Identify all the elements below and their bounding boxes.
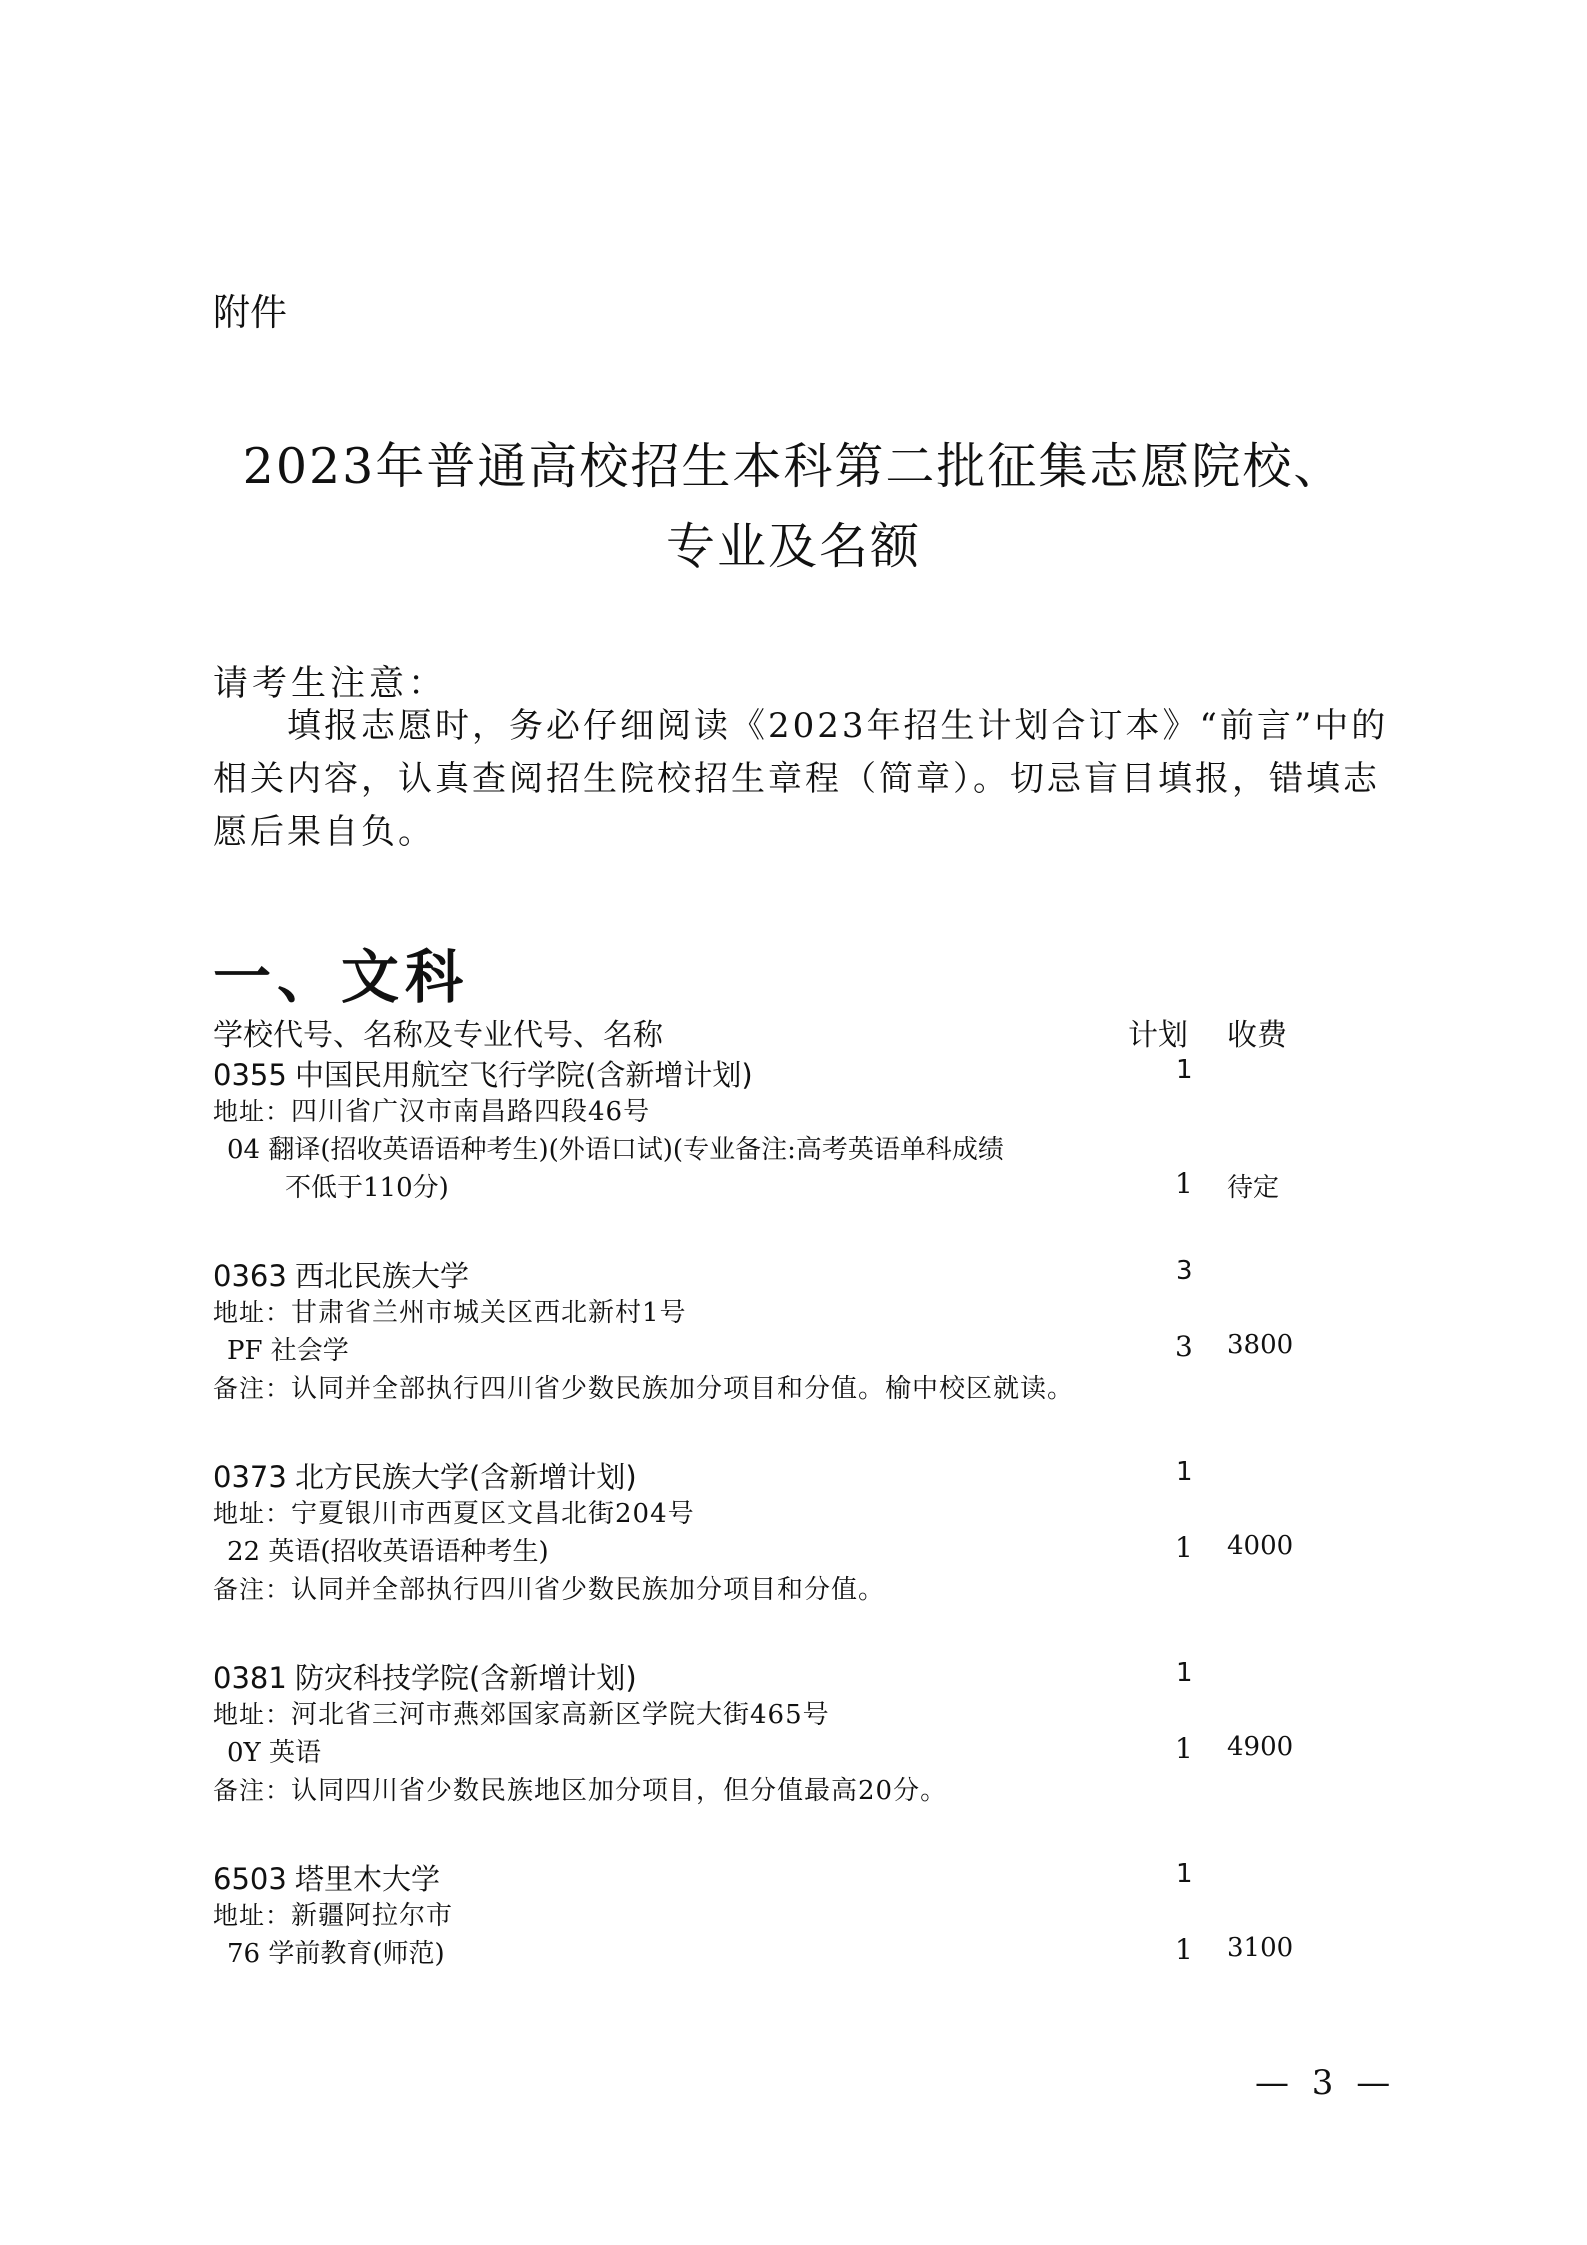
major-plan: 1 bbox=[1175, 1167, 1193, 1200]
school-plan: 1 bbox=[1176, 1859, 1193, 1889]
major-fee: 3100 bbox=[1227, 1933, 1294, 1963]
address-text: 新疆阿拉尔市 bbox=[291, 1901, 454, 1931]
major-line bbox=[213, 1531, 1363, 1569]
school-address bbox=[213, 1493, 1363, 1531]
major-fee: 4000 bbox=[1227, 1531, 1294, 1561]
column-header-name: 学校代号、名称及专业代号、名称 bbox=[213, 1018, 663, 1053]
school-note bbox=[213, 1368, 1363, 1406]
major-plan: 3 bbox=[1175, 1330, 1193, 1363]
major-line bbox=[213, 1933, 1363, 1971]
section-title: 一、文科 bbox=[213, 943, 470, 1011]
school-entry bbox=[213, 1053, 1363, 1205]
school-plan: 1 bbox=[1176, 1055, 1193, 1085]
major-fee: 4900 bbox=[1227, 1732, 1294, 1762]
address-text: 宁夏银川市西夏区文昌北街204号 bbox=[291, 1499, 695, 1529]
school-name: 中国民用航空飞行学院(含新增计划) bbox=[295, 1058, 753, 1092]
school-line bbox=[213, 1656, 1363, 1694]
major-text: 0Y 英语 bbox=[227, 1738, 321, 1768]
note-text: 认同并全部执行四川省少数民族加分项目和分值。 bbox=[291, 1575, 886, 1605]
notice-body: 填报志愿时，务必仔细阅读《2023年招生计划合订本》“前言”中的相关内容，认真查阅招生院校招生章程（简章）。切忌盲目填报，错填志愿后果自负。 bbox=[213, 706, 1389, 852]
major-text: 04 翻译(招收英语语种考生)(外语口试)(专业备注:高考英语单科成绩 bbox=[227, 1135, 1004, 1165]
school-name: 北方民族大学(含新增计划) bbox=[295, 1460, 637, 1494]
school-entry bbox=[213, 1656, 1363, 1808]
major-text-continued: 不低于110分) bbox=[285, 1173, 449, 1203]
school-name: 塔里木大学 bbox=[295, 1862, 441, 1896]
address-text: 河北省三河市燕郊国家高新区学院大街465号 bbox=[291, 1700, 830, 1730]
note-label: 备注： bbox=[213, 1776, 292, 1805]
address-label: 地址： bbox=[213, 1901, 292, 1930]
school-code: 0373 bbox=[213, 1460, 287, 1494]
page-number: — 3 — bbox=[1255, 2063, 1397, 2103]
school-line bbox=[213, 1053, 1363, 1091]
school-line bbox=[213, 1857, 1363, 1895]
school-code: 0381 bbox=[213, 1661, 287, 1695]
school-plan: 1 bbox=[1176, 1658, 1193, 1688]
major-line bbox=[213, 1330, 1363, 1368]
school-address bbox=[213, 1694, 1363, 1732]
major-line bbox=[213, 1167, 1363, 1205]
school-code: 6503 bbox=[213, 1862, 287, 1896]
school-code: 0355 bbox=[213, 1058, 287, 1092]
school-address bbox=[213, 1895, 1363, 1933]
address-text: 四川省广汉市南昌路四段46号 bbox=[291, 1097, 651, 1127]
school-note bbox=[213, 1770, 1363, 1808]
school-entry bbox=[213, 1254, 1363, 1406]
major-plan: 1 bbox=[1175, 1531, 1193, 1564]
school-entry bbox=[213, 1857, 1363, 1971]
major-text: PF 社会学 bbox=[227, 1336, 349, 1366]
address-label: 地址： bbox=[213, 1499, 292, 1528]
school-line bbox=[213, 1254, 1363, 1292]
note-label: 备注： bbox=[213, 1374, 292, 1403]
column-header-plan: 计划 bbox=[1128, 1018, 1188, 1053]
school-address bbox=[213, 1091, 1363, 1129]
school-address bbox=[213, 1292, 1363, 1330]
notice-heading: 请考生注意： bbox=[213, 664, 448, 704]
page-title-line2: 专业及名额 bbox=[665, 518, 921, 575]
school-note bbox=[213, 1569, 1363, 1607]
column-header-fee: 收费 bbox=[1227, 1018, 1287, 1053]
major-line bbox=[213, 1732, 1363, 1770]
school-name: 防灾科技学院(含新增计划) bbox=[295, 1661, 637, 1695]
school-plan: 3 bbox=[1176, 1256, 1193, 1286]
note-label: 备注： bbox=[213, 1575, 292, 1604]
major-text: 76 学前教育(师范) bbox=[227, 1939, 445, 1969]
major-text: 22 英语(招收英语语种考生) bbox=[227, 1537, 549, 1567]
school-name: 西北民族大学 bbox=[295, 1259, 470, 1293]
school-code: 0363 bbox=[213, 1259, 287, 1293]
major-fee: 待定 bbox=[1227, 1173, 1280, 1203]
page-title-line1: 2023年普通高校招生本科第二批征集志愿院校、 bbox=[242, 438, 1345, 495]
school-plan: 1 bbox=[1176, 1457, 1193, 1487]
address-label: 地址： bbox=[213, 1298, 292, 1327]
address-text: 甘肃省兰州市城关区西北新村1号 bbox=[291, 1298, 687, 1328]
attachment-label: 附件 bbox=[213, 291, 287, 334]
note-text: 认同四川省少数民族地区加分项目，但分值最高20分。 bbox=[291, 1776, 948, 1806]
school-line bbox=[213, 1455, 1363, 1493]
address-label: 地址： bbox=[213, 1700, 292, 1729]
major-fee: 3800 bbox=[1227, 1330, 1294, 1360]
major-line bbox=[213, 1129, 1363, 1167]
major-plan: 1 bbox=[1175, 1933, 1193, 1966]
school-entry bbox=[213, 1455, 1363, 1607]
note-text: 认同并全部执行四川省少数民族加分项目和分值。榆中校区就读。 bbox=[291, 1374, 1075, 1404]
major-plan: 1 bbox=[1175, 1732, 1193, 1765]
address-label: 地址： bbox=[213, 1097, 292, 1126]
